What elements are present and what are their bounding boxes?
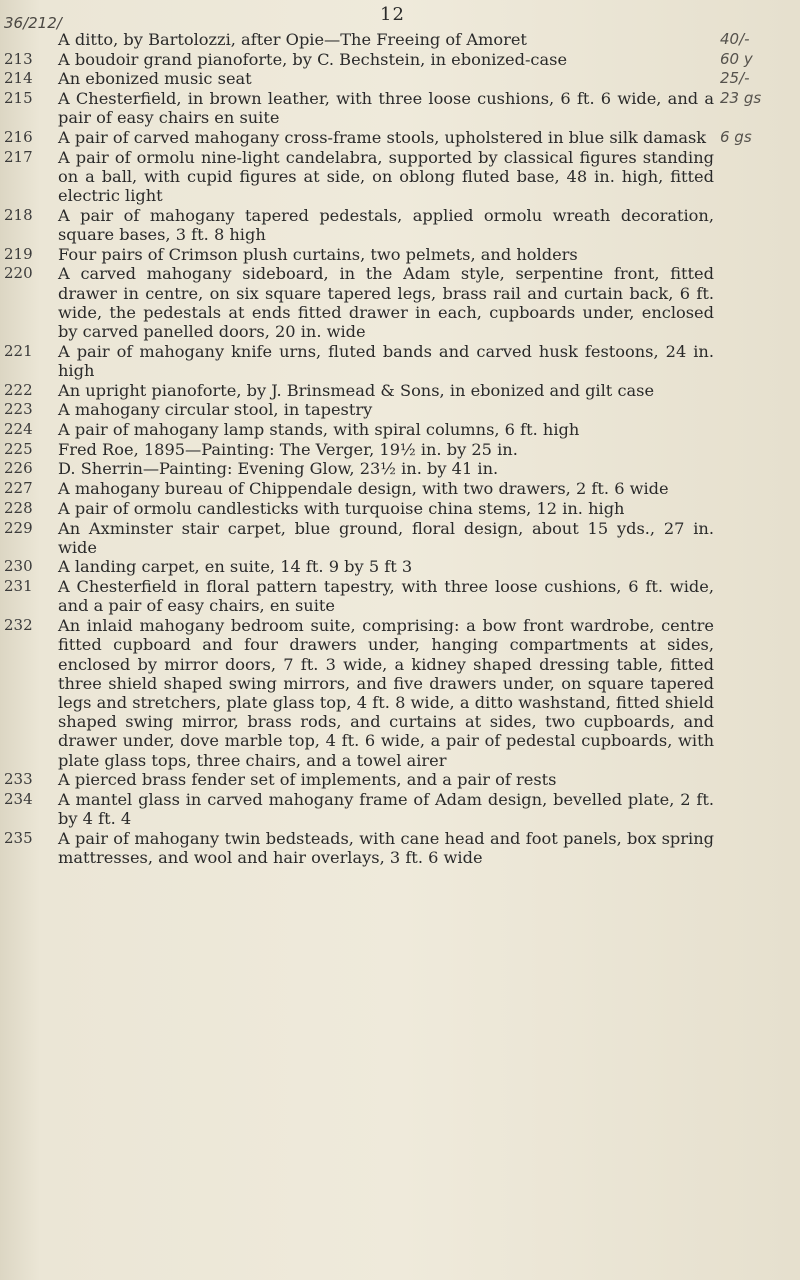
lot-row <box>0 577 800 615</box>
lot-number: 224 <box>4 420 33 439</box>
lot-number: 216 <box>4 128 33 147</box>
lot-number: 215 <box>4 89 33 108</box>
lot-row <box>0 459 800 478</box>
lot-number: 228 <box>4 498 33 517</box>
lot-row <box>0 440 800 459</box>
lot-row <box>0 206 800 244</box>
lot-number: 235 <box>4 828 33 847</box>
lot-number: 229 <box>4 518 33 537</box>
lot-description: A pair of mahogany tapered pedestals, applied ormolu wreath decoration, square bases, 3 ft. 8 high <box>58 205 714 245</box>
lot-description: A carved mahogany sideboard, in the Adam style, serpentine front, fitted drawer in centre, on six square tapered legs, brass rail and curtain back, 6 ft. wide, the pedestals at ends fitted drawer in each, cupboards under, enclosed by carved panelled doors, 20 in. wide <box>58 264 714 342</box>
margin-handwritten-mark: 36/212/ <box>4 14 62 32</box>
lot-number: 214 <box>4 69 33 88</box>
lot-number: 223 <box>4 400 33 419</box>
lot-row <box>0 128 800 147</box>
lot-description: A Chesterfield, in brown leather, with three loose cushions, 6 ft. 6 wide, and a pair of easy chairs en suite <box>58 89 714 128</box>
price-annotation: 23 gs <box>720 89 762 108</box>
price-annotation: 40/- <box>720 30 750 48</box>
lot-row <box>0 519 800 557</box>
lot-number: 232 <box>4 616 33 635</box>
lot-description: A pair of mahogany twin bedsteads, with cane head and foot panels, box spring mattresses, and wool and hair overlays, 3 ft. 6 wide <box>58 828 714 868</box>
lot-row <box>0 479 800 498</box>
lot-number: 230 <box>4 557 33 576</box>
lot-description: A ditto, by Bartolozzi, after Opie—The Freeing of Amoret <box>58 30 527 49</box>
lot-description: An upright pianoforte, by J. Brinsmead & Sons, in ebonized and gilt case <box>58 380 655 400</box>
lot-description: An ebonized music seat <box>58 69 252 89</box>
lot-description: A boudoir grand pianoforte, by C. Bechstein, in ebonized-case <box>58 49 568 69</box>
lot-number: 217 <box>4 147 33 166</box>
lot-description: An Axminster stair carpet, blue ground, floral design, about 15 yds., 27 in. wide <box>58 518 714 557</box>
lot-description: A pair of ormolu candlesticks with turquoise china stems, 12 in. high <box>58 498 625 518</box>
lot-number: 226 <box>4 459 33 478</box>
lot-number: 213 <box>4 49 33 68</box>
lot-row <box>0 420 800 439</box>
lot-row <box>0 400 800 419</box>
page-number: 12 <box>380 4 405 25</box>
lot-description: A pair of mahogany knife urns, fluted bands and carved husk festoons, 24 in. high <box>58 341 714 380</box>
lot-row <box>0 148 800 206</box>
lot-description: A mantel glass in carved mahogany frame of Adam design, bevelled plate, 2 ft. by 4 ft. 4 <box>58 789 714 829</box>
lot-number: 231 <box>4 577 33 596</box>
lot-row <box>0 499 800 518</box>
price-annotation: 25/- <box>720 69 750 88</box>
lot-row <box>0 381 800 400</box>
lot-row <box>0 616 800 770</box>
lot-description: A landing carpet, en suite, 14 ft. 9 by 5 ft 3 <box>58 557 413 577</box>
lot-description: A pair of carved mahogany cross-frame stools, upholstered in blue silk damask <box>58 128 707 148</box>
lot-row <box>0 557 800 576</box>
price-annotation: 6 gs <box>720 128 752 147</box>
lot-row <box>0 829 800 867</box>
lot-description: D. Sherrin—Painting: Evening Glow, 23½ in. by 41 in. <box>58 459 499 479</box>
lot-description: Fred Roe, 1895—Painting: The Verger, 19½ in. by 25 in. <box>58 439 518 459</box>
lot-number: 234 <box>4 789 33 808</box>
lot-row <box>0 342 800 380</box>
lot-description: Four pairs of Crimson plush curtains, two pelmets, and holders <box>58 244 578 264</box>
lot-row <box>0 69 800 88</box>
lot-number: 225 <box>4 439 33 458</box>
lot-number: 219 <box>4 244 33 263</box>
lot-number: 220 <box>4 264 33 283</box>
lot-number: 227 <box>4 479 33 498</box>
lot-number: 222 <box>4 380 33 399</box>
lot-number: 221 <box>4 341 33 360</box>
lot-description: A pierced brass fender set of implements, and a pair of rests <box>58 770 557 790</box>
lot-description: A Chesterfield in floral pattern tapestry, with three loose cushions, 6 ft. wide, and a pair of easy chairs, en suite <box>58 577 714 616</box>
lot-number: 233 <box>4 770 33 789</box>
lot-number: 218 <box>4 205 33 224</box>
lot-description: A mahogany bureau of Chippendale design, with two drawers, 2 ft. 6 wide <box>58 479 669 499</box>
lot-list <box>0 30 800 868</box>
lot-row <box>0 89 800 127</box>
lot-row <box>0 50 800 69</box>
lot-row <box>0 30 800 49</box>
lot-row <box>0 245 800 264</box>
lot-description: A pair of mahogany lamp stands, with spiral columns, 6 ft. high <box>58 420 580 440</box>
lot-description: A mahogany circular stool, in tapestry <box>58 400 373 420</box>
lot-row <box>0 790 800 828</box>
lot-row <box>0 264 800 341</box>
lot-description: A pair of ormolu nine-light candelabra, supported by classical figures standing on a ball, with cupid figures at side, on oblong fluted base, 48 in. high, fitted electric light <box>58 147 714 206</box>
price-annotation: 60 y <box>720 49 753 68</box>
lot-description: An inlaid mahogany bedroom suite, comprising: a bow front wardrobe, centre fitted cupboard and four drawers under, hanging compartments at sides, enclosed by mirror doors, 7 ft. 3 wide, a kidney shaped dressing table, fitted three shield shaped swing mirrors, and five drawers under, on square tapered legs and stretchers, plate glass top, 4 ft. 8 wide, a ditto washstand, fitted shield shaped swing mirror, brass rods, and curtains at sides, two cupboards, and drawer under, dove marble top, 4 ft. 6 wide, a pair of pedestal cupboards, with plate glass tops, three chairs, and a towel airer <box>58 616 714 770</box>
lot-row <box>0 770 800 789</box>
